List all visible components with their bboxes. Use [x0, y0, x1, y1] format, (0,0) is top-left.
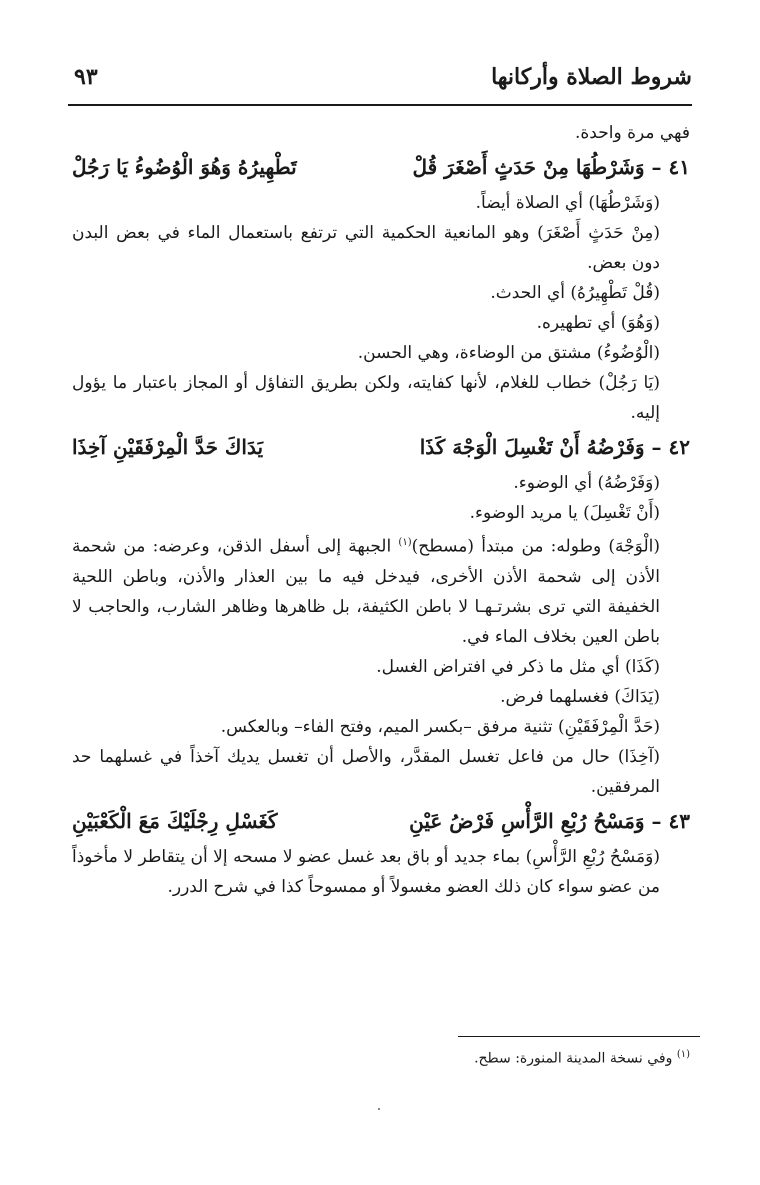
text-line: فهي مرة واحدة.	[574, 123, 690, 143]
verse-41	[72, 150, 690, 186]
text-line: (الْوُضُوءُ) مشتق من الوضاءة، وهي الحسن.	[357, 343, 660, 363]
chapter-title: شروط الصلاة وأركانها	[491, 64, 692, 90]
text-line: (وَشَرْطُهَا) أي الصلاة أيضاً.	[475, 193, 660, 213]
verse-second-hemistich: كَغَسْلِ رِجْلَيْكَ مَعَ الْكَعْبَيْنِ	[72, 808, 278, 833]
text-line: (حَدَّ الْمِرْفَقَيْنِ) تثنية مرفق –بكسر الميم، وفتح الفاء– وبالعكس.	[220, 716, 660, 737]
verse-43	[72, 804, 690, 840]
paragraph-rest: الجبهة إلى أسفل الذقن، وعرضه: من شحمة الأذن إلى شحمة الأذن الأخرى، فيدخل فيه ما بين العذار والأذن، وباطن اللحية الخفيفة التي ترى بشرتـهـا لا باطن الكثيفة، بل ظاهرها وظاهر الشارب، والحاجب لا باطن العين بخلاف الماء في.	[72, 536, 660, 647]
footnote	[474, 1044, 690, 1070]
footnote-text: وفي نسخة المدينة المنورة: سطح.	[474, 1050, 673, 1067]
verse-42	[72, 430, 690, 466]
verse-first-hemistich: ٤١ – وَشَرْطُهَا مِنْ حَدَثٍ أَصْغَرَ قُلْ	[412, 155, 690, 179]
text-paragraph	[72, 528, 690, 652]
text-line: (قُلْ تَطْهِيرُهُ) أي الحدث.	[490, 283, 660, 303]
text-line: (أَنْ تَغْسِلَ) يا مريد الوضوء.	[469, 503, 660, 523]
text-paragraph: (مِنْ حَدَثٍ أَصْغَرَ) وهو المانعية الحكمية التي ترتفع باستعمال الماء في بعض البدن دون بعض.	[72, 223, 660, 273]
text-paragraph: (وَمَسْحُ رُبْعِ الرَّأْسِ) بماء جديد أو باق بعد غسل عضو لا مسحه إلا أن يتقاطر لا مأخوذاً من عضو سواء كان ذلك العضو مغسولاً أو ممسوحاً كذا في شرح الدرر.	[72, 846, 660, 897]
text-line: (كَذَا) أي مثل ما ذكر في افتراض الغسل.	[376, 656, 660, 677]
page-number: ٩٣	[74, 64, 98, 90]
footnote-separator	[458, 1036, 700, 1037]
text-line: (وَفَرْضُهُ) أي الوضوء.	[513, 473, 660, 493]
page-header	[68, 60, 692, 106]
footnote-mark: (١)	[676, 1049, 690, 1060]
text-line: (يَدَاكَ) فغسلهما فرض.	[500, 686, 660, 707]
text-line: (وَهُوَ) أي تطهيره.	[536, 313, 660, 333]
text-paragraph: (يَا رَجُلْ) خطاب للغلام، لأنها كفايته، ولكن بطريق التفاؤل أو المجاز باعتبار ما يؤول إليه.	[72, 373, 660, 423]
verse-second-hemistich: يَدَاكَ حَدَّ الْمِرْفَقَيْنِ آخِذَا	[72, 435, 264, 459]
page-speck	[378, 1108, 380, 1110]
footnote-reference[interactable]: (١)	[398, 537, 412, 548]
verse-second-hemistich: تَطْهِيرُهُ وَهُوَ الْوُضُوءُ يَا رَجُلْ	[72, 155, 297, 179]
verse-first-hemistich: ٤٢ – وَفَرْضُهُ أَنْ تَغْسِلَ الْوَجْهَ كَذَا	[419, 435, 690, 459]
page-body	[72, 118, 690, 902]
paragraph-start: (الْوَجْهَ) وطوله: من مبتدأ (مسطح)	[411, 536, 660, 557]
text-paragraph: (آخِذَا) حال من فاعل تغسل المقدَّر، والأصل أن تغسل يديك آخذاً في غسلهما حد المرفقين.	[72, 746, 660, 797]
verse-first-hemistich: ٤٣ – وَمَسْحُ رُبْعِ الرَّأْسِ فَرْضُ عَيْنِ	[409, 808, 690, 833]
